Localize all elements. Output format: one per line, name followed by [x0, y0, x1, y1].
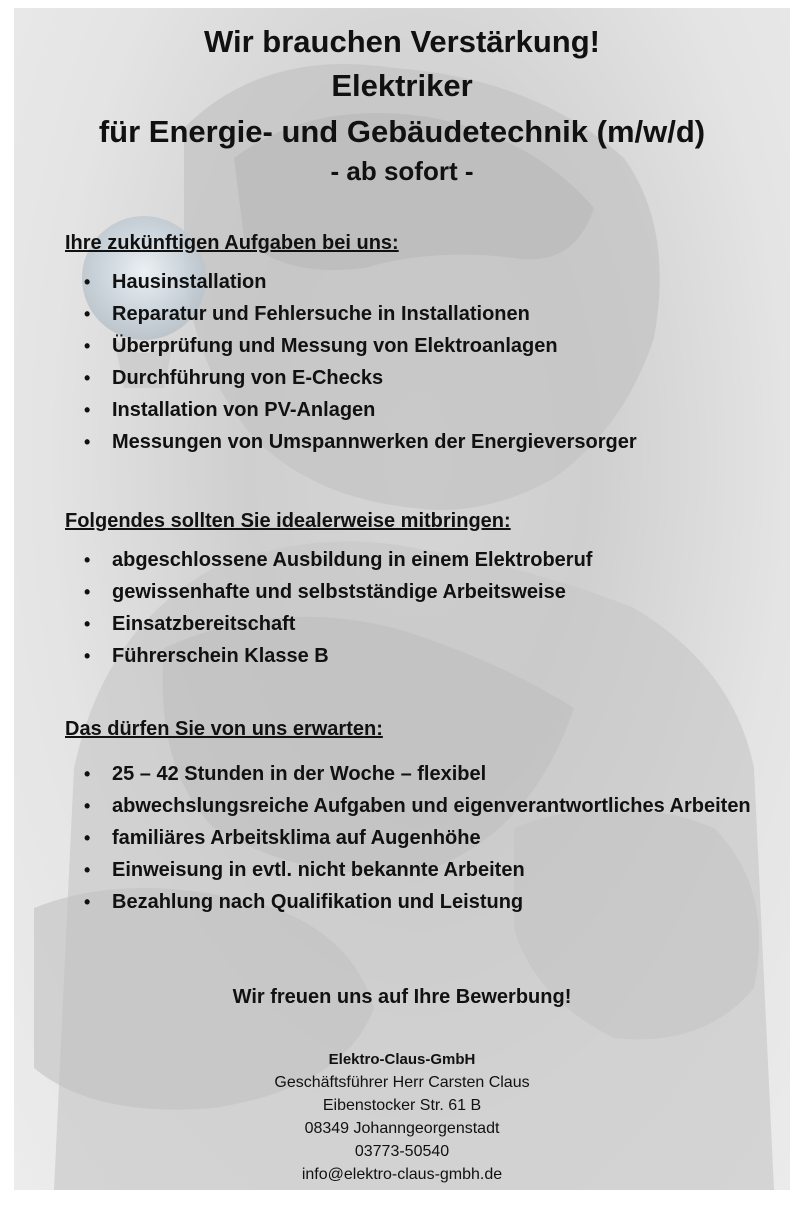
requirements-list — [14, 544, 772, 672]
list-item — [14, 608, 772, 640]
list-item — [14, 426, 772, 458]
poster — [14, 8, 790, 1190]
list-item-text: Reparatur und Fehlersuche in Installationen — [112, 303, 530, 325]
posting-content — [14, 8, 790, 1190]
list-item — [14, 822, 772, 854]
list-item — [14, 266, 772, 298]
headline-start-date: - ab sofort - — [330, 156, 474, 186]
section-heading-requirements: Folgendes sollten Sie idealerweise mitbringen: — [65, 510, 511, 532]
bullet-icon: • — [84, 432, 91, 452]
bullet-icon: • — [84, 860, 91, 880]
bullet-icon: • — [84, 368, 91, 388]
headline-job-subtitle: für Energie- und Gebäudetechnik (m/w/d) — [98, 114, 706, 149]
contact-city: 08349 Johanngeorgenstadt — [304, 1120, 500, 1137]
list-item — [14, 394, 772, 426]
bullet-icon: • — [84, 828, 91, 848]
list-item-text: Durchführung von E-Checks — [112, 367, 384, 389]
list-item — [14, 886, 772, 918]
closing-statement: Wir freuen uns auf Ihre Bewerbung! — [232, 986, 572, 1008]
bullet-icon: • — [84, 796, 91, 816]
bullet-icon: • — [84, 764, 91, 784]
bullet-icon: • — [84, 646, 91, 666]
list-item — [14, 298, 772, 330]
bullet-icon: • — [84, 582, 91, 602]
headline-reinforcement: Wir brauchen Verstärkung! — [204, 24, 600, 59]
list-item — [14, 854, 772, 886]
bullet-icon: • — [84, 550, 91, 570]
bullet-icon: • — [84, 304, 91, 324]
list-item — [14, 330, 772, 362]
bullet-icon: • — [84, 614, 91, 634]
list-item-text: abgeschlossene Ausbildung in einem Elektroberuf — [112, 549, 593, 571]
bullet-icon: • — [84, 336, 91, 356]
list-item-text: Installation von PV-Anlagen — [112, 399, 376, 421]
list-item-text: Hausinstallation — [112, 271, 267, 293]
contact-phone: 03773-50540 — [354, 1143, 450, 1160]
headline-job-title: Elektriker — [331, 68, 473, 103]
bullet-icon: • — [84, 400, 91, 420]
list-item — [14, 790, 772, 822]
list-item — [14, 640, 772, 672]
list-item-text: 25 – 42 Stunden in der Woche – flexibel — [112, 763, 487, 785]
company-name: Elektro-Claus-GmbH — [328, 1051, 476, 1068]
bullet-icon: • — [84, 272, 91, 292]
list-item-text: Überprüfung und Messung von Elektroanlagen — [112, 335, 558, 357]
benefits-list — [14, 758, 772, 918]
list-item-text: Bezahlung nach Qualifikation und Leistung — [112, 891, 524, 913]
list-item-text: Einweisung in evtl. nicht bekannte Arbeiten — [112, 859, 525, 881]
list-item-text: abwechslungsreiche Aufgaben und eigenverantwortliches Arbeiten — [112, 795, 751, 817]
list-item-text: familiäres Arbeitsklima auf Augenhöhe — [112, 827, 481, 849]
list-item — [14, 576, 772, 608]
list-item-text: Führerschein Klasse B — [112, 645, 329, 667]
contact-block — [14, 1048, 790, 1186]
list-item — [14, 758, 772, 790]
list-item — [14, 362, 772, 394]
section-heading-benefits: Das dürfen Sie von uns erwarten: — [65, 718, 383, 740]
list-item — [14, 544, 772, 576]
contact-manager: Geschäftsführer Herr Carsten Claus — [274, 1074, 530, 1091]
list-item-text: Messungen von Umspannwerken der Energieversorger — [112, 431, 637, 453]
list-item-text: gewissenhafte und selbstständige Arbeitsweise — [112, 581, 566, 603]
contact-street: Eibenstocker Str. 61 B — [322, 1097, 482, 1114]
section-heading-tasks: Ihre zukünftigen Aufgaben bei uns: — [65, 232, 399, 254]
list-item-text: Einsatzbereitschaft — [112, 613, 296, 635]
bullet-icon: • — [84, 892, 91, 912]
contact-email: info@elektro-claus-gmbh.de — [301, 1166, 503, 1183]
tasks-list — [14, 266, 772, 458]
